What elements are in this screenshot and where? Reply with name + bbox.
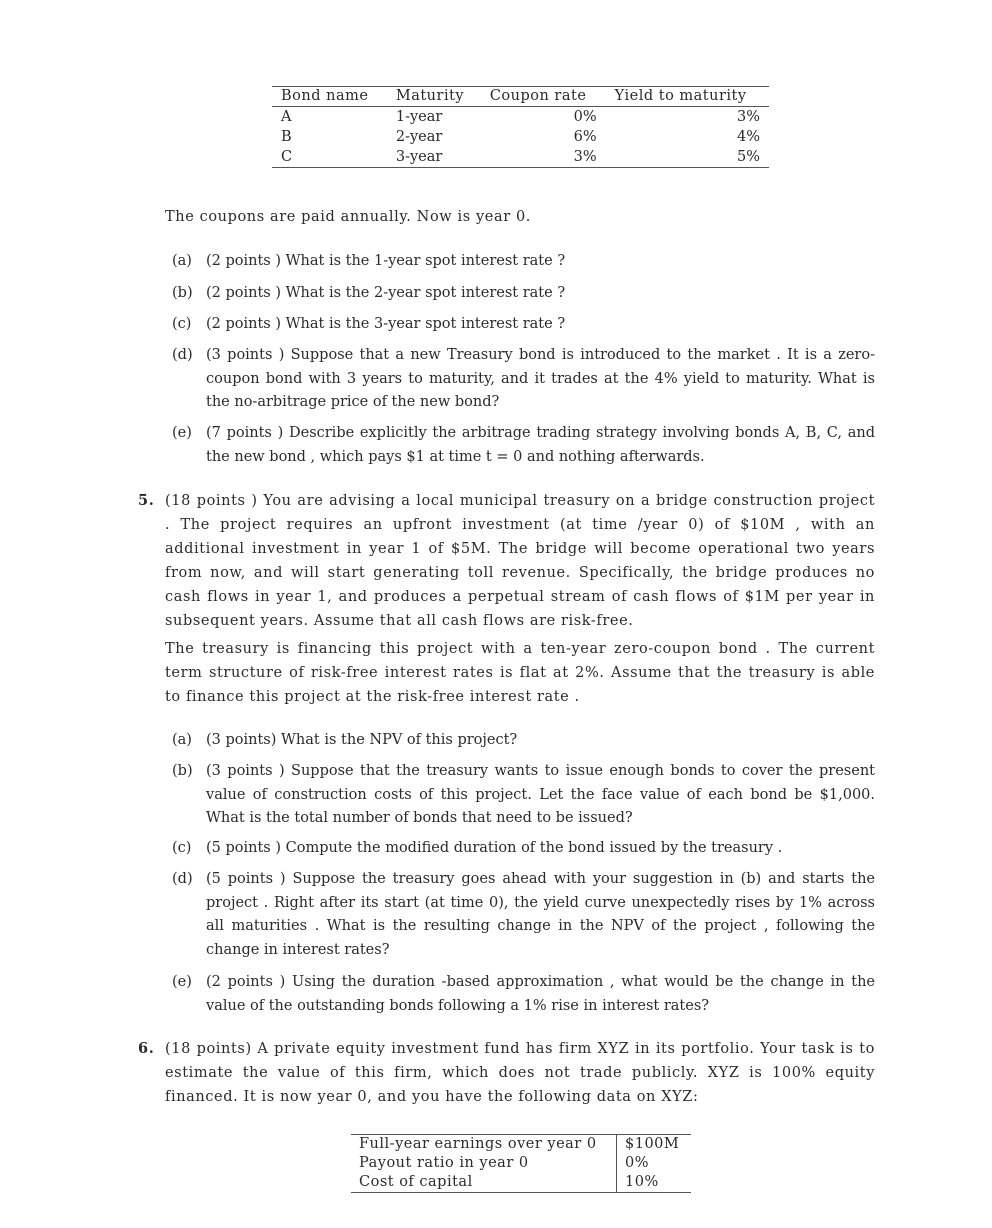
item-text: (3 points ) Suppose that the treasury wants to issue enough bonds to cover the present value of construction costs of this project. Let the face value of each bond be $1,000. What is the total number of bonds that need to be issued? [206,763,875,826]
xyz-value-cell: 10% [617,1173,692,1193]
coupon-cell: 0% [573,109,597,125]
q4-item-d [172,344,875,415]
item-label: (d) [172,871,193,887]
coupon-cell: 6% [573,129,597,145]
bond-name-cell: B [281,129,292,145]
q5-para2: The treasury is financing this project with a ten-year zero-coupon bond . The current term structure of risk-free interest rates is flat at 2%. Assume that the treasury is able to finance this project at the risk-free interest rate . [165,641,875,705]
q4-item-b [172,282,875,306]
item-text: (3 points ) Suppose that a new Treasury bond is introduced to the market . It is a zero-coupon bond with 3 years to maturity, and it trades at the 4% yield to maturity. What is the no-arbitrage price of the new bond? [206,347,875,410]
item-text: (3 points) What is the NPV of this project? [206,732,518,748]
ytm-cell: 3% [736,109,760,125]
q4-item-e [172,422,875,469]
col-coupon-rate: Coupon rate [489,88,587,104]
item-text: (2 points ) What is the 2-year spot interest rate ? [206,285,566,301]
item-text: (2 points ) Using the duration -based approximation , what would be the change in the value of the outstanding bonds following a 1% rise in interest rates? [206,974,875,1014]
q5-item-a [172,729,875,753]
table-row [272,147,769,168]
item-label: (c) [172,840,192,856]
maturity-cell: 2-year [395,129,443,145]
table-row [351,1135,691,1155]
q5-item-d [172,868,875,962]
ytm-cell: 5% [736,149,760,165]
item-label: (b) [172,763,193,779]
item-label: (a) [172,732,192,748]
item-label: (a) [172,253,192,269]
col-ytm: Yield to maturity [614,88,747,104]
item-text: (2 points ) What is the 3-year spot interest rate ? [206,316,566,332]
q4-item-a [172,250,875,274]
item-label: (b) [172,285,193,301]
bond-name-cell: A [281,109,292,125]
xyz-data-table [351,1134,691,1193]
item-text: (5 points ) Compute the modified duration of the bond issued by the treasury . [206,840,783,856]
table-row [272,127,769,147]
question-6 [138,1037,875,1109]
question-5 [138,489,875,633]
bond-name-cell: C [281,149,293,165]
item-label: (d) [172,347,193,363]
table-row [351,1173,691,1193]
maturity-cell: 1-year [395,109,443,125]
xyz-value-cell: $100M [617,1135,692,1155]
question-number: 5. [138,492,155,509]
xyz-label-cell: Cost of capital [359,1174,473,1190]
q5-item-b [172,760,875,831]
table-row [272,107,769,128]
item-text: (7 points ) Describe explicitly the arbitrage trading strategy involving bonds A, B, C, and the new bond , which pays $1 at time t = 0 and nothing afterwards. [206,425,875,465]
xyz-value-cell: 0% [617,1154,692,1173]
question-number: 6. [138,1040,155,1057]
ytm-cell: 4% [736,129,760,145]
col-bond-name: Bond name [281,88,369,104]
q5-item-e [172,971,875,1018]
item-label: (e) [172,425,192,441]
item-label: (e) [172,974,192,990]
xyz-label-cell: Full-year earnings over year 0 [359,1136,597,1152]
bond-table-header [272,87,769,107]
maturity-cell: 3-year [395,149,443,165]
col-maturity: Maturity [395,88,465,104]
q5-item-c [172,837,875,861]
q6-intro: (18 points) A private equity investment fund has firm XYZ in its portfolio. Your task is to estimate the value of this firm, which does not trade publicly. XYZ is 100% equity financed. It is now year 0, and you have the following data on XYZ: [165,1041,875,1105]
item-text: (5 points ) Suppose the treasury goes ahead with your suggestion in (b) and starts the project . Right after its start (at time 0), the yield curve unexpectedly rises by 1% across all maturities . What is the resulting change in the NPV of the project , following the change in interest rates? [206,871,875,958]
coupons-note: The coupons are paid annually. Now is year 0. [165,209,531,225]
q5-intro: (18 points ) You are advising a local municipal treasury on a bridge construction project . The project requires an upfront investment (at time /year 0) of $10M , with an additional investment in year 1 of $5M. The bridge will become operational two years from now, and will start generating toll revenue. Specifically, the bridge produces no cash flows in year 1, and produces a perpetual stream of cash flows of $1M per year in subsequent years. Assume that all cash flows are risk-free. [165,493,875,629]
bond-table [272,86,769,168]
item-label: (c) [172,316,192,332]
table-row [351,1154,691,1173]
coupon-cell: 3% [573,149,597,165]
item-text: (2 points ) What is the 1-year spot interest rate ? [206,253,566,269]
q4-item-c [172,313,875,337]
xyz-label-cell: Payout ratio in year 0 [359,1155,529,1171]
